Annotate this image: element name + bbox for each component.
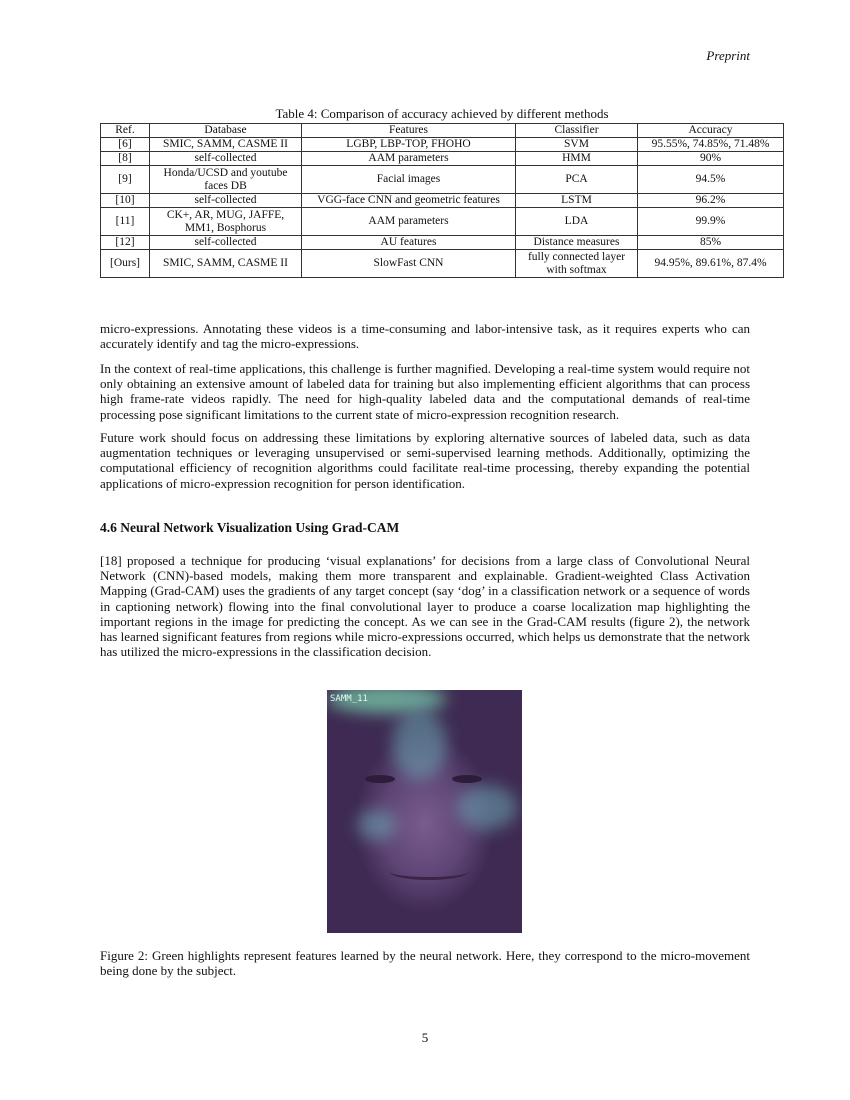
table-row bbox=[101, 138, 784, 152]
table-cell: LDA bbox=[516, 208, 638, 236]
table-row bbox=[101, 166, 784, 194]
table-cell: SVM bbox=[516, 138, 638, 152]
paragraph: micro-expressions. Annotating these videos is a time-consuming and labor-intensive task, as it requires experts who can accurately identify and tag the micro-expressions. bbox=[100, 321, 750, 352]
th: Ref. bbox=[101, 124, 150, 138]
table-cell: 95.55%, 74.85%, 71.48% bbox=[638, 138, 784, 152]
th: Features bbox=[302, 124, 516, 138]
table-cell: PCA bbox=[516, 166, 638, 194]
table-cell: Distance measures bbox=[516, 236, 638, 250]
th: Accuracy bbox=[638, 124, 784, 138]
table-cell: AU features bbox=[302, 236, 516, 250]
table-row bbox=[101, 250, 784, 278]
figure-caption: Figure 2: Green highlights represent features learned by the neural network. Here, they correspond to the micro-movement being done by the subject. bbox=[100, 948, 750, 979]
table-cell: self-collected bbox=[150, 236, 302, 250]
table-cell: [10] bbox=[101, 194, 150, 208]
table-cell: SMIC, SAMM, CASME II bbox=[150, 250, 302, 278]
table-row bbox=[101, 208, 784, 236]
table-cell: 85% bbox=[638, 236, 784, 250]
table-row bbox=[101, 236, 784, 250]
paragraph: [18] proposed a technique for producing ‘visual explanations’ for decisions from a large class of Convolutional Neural Network (CNN)-based models, making them more transparent and explainable. Gradient-weighted Class Activation Mapping (Grad-CAM) uses the gradients of any target concept (say ‘dog’ in a classification network or a sequence of words in captioning network) flowing into the final convolutional layer to produce a coarse localization map highlighting the important regions in the image for predicting the concept. As we can see in the Grad-CAM results (figure 2), the network has learned significant features from regions while micro-expressions occurred, which helps us demonstrate that the network has utilized the micro-expressions in the classification decision. bbox=[100, 553, 750, 660]
table-cell: 94.5% bbox=[638, 166, 784, 194]
comparison-table bbox=[100, 123, 784, 278]
table-cell: Honda/UCSD and youtube faces DB bbox=[150, 166, 302, 194]
table-cell: self-collected bbox=[150, 152, 302, 166]
table-cell: 96.2% bbox=[638, 194, 784, 208]
table-cell: CK+, AR, MUG, JAFFE, MM1, Bosphorus bbox=[150, 208, 302, 236]
table-cell: 94.95%, 89.61%, 87.4% bbox=[638, 250, 784, 278]
table-header-row bbox=[101, 124, 784, 138]
section-heading: 4.6 Neural Network Visualization Using Grad-CAM bbox=[100, 520, 400, 535]
th: Database bbox=[150, 124, 302, 138]
table-cell: 99.9% bbox=[638, 208, 784, 236]
table-caption: Table 4: Comparison of accuracy achieved by different methods bbox=[275, 106, 609, 121]
table-cell: AAM parameters bbox=[302, 208, 516, 236]
table-row bbox=[101, 152, 784, 166]
table-cell: AAM parameters bbox=[302, 152, 516, 166]
table-cell: 90% bbox=[638, 152, 784, 166]
table-cell: SlowFast CNN bbox=[302, 250, 516, 278]
table-cell: [12] bbox=[101, 236, 150, 250]
table-cell: Facial images bbox=[302, 166, 516, 194]
figure-label: SAMM_11 bbox=[330, 694, 368, 704]
page-number: 5 bbox=[421, 1030, 429, 1045]
table-cell: fully connected layer with softmax bbox=[516, 250, 638, 278]
table-cell: [9] bbox=[101, 166, 150, 194]
table-row bbox=[101, 194, 784, 208]
table-cell: HMM bbox=[516, 152, 638, 166]
table-cell: self-collected bbox=[150, 194, 302, 208]
table-cell: LGBP, LBP-TOP, FHOHO bbox=[302, 138, 516, 152]
table-cell: LSTM bbox=[516, 194, 638, 208]
table-cell: [6] bbox=[101, 138, 150, 152]
paragraph: In the context of real-time applications, this challenge is further magnified. Developing a real-time system would require not only obtaining an extensive amount of labeled data for training but also implementing efficient algorithms that can process high frame-rate videos rapidly. The need for high-quality labeled data and the computational demands of real-time processing pose significant limitations to the current state of micro-expression recognition research. bbox=[100, 361, 750, 422]
running-header: Preprint bbox=[706, 48, 750, 63]
gradcam-figure-image bbox=[327, 690, 522, 933]
table-cell: VGG-face CNN and geometric features bbox=[302, 194, 516, 208]
table-cell: [Ours] bbox=[101, 250, 150, 278]
table-cell: [11] bbox=[101, 208, 150, 236]
th: Classifier bbox=[516, 124, 638, 138]
paragraph: Future work should focus on addressing these limitations by exploring alternative sources of labeled data, such as data augmentation techniques or leveraging unsupervised or semi-supervised learning methods. Additionally, optimizing the computational efficiency of recognition algorithms could facilitate real-time processing, thereby expanding the potential applications of micro-expression recognition for person identification. bbox=[100, 430, 750, 491]
table-cell: SMIC, SAMM, CASME II bbox=[150, 138, 302, 152]
table-cell: [8] bbox=[101, 152, 150, 166]
